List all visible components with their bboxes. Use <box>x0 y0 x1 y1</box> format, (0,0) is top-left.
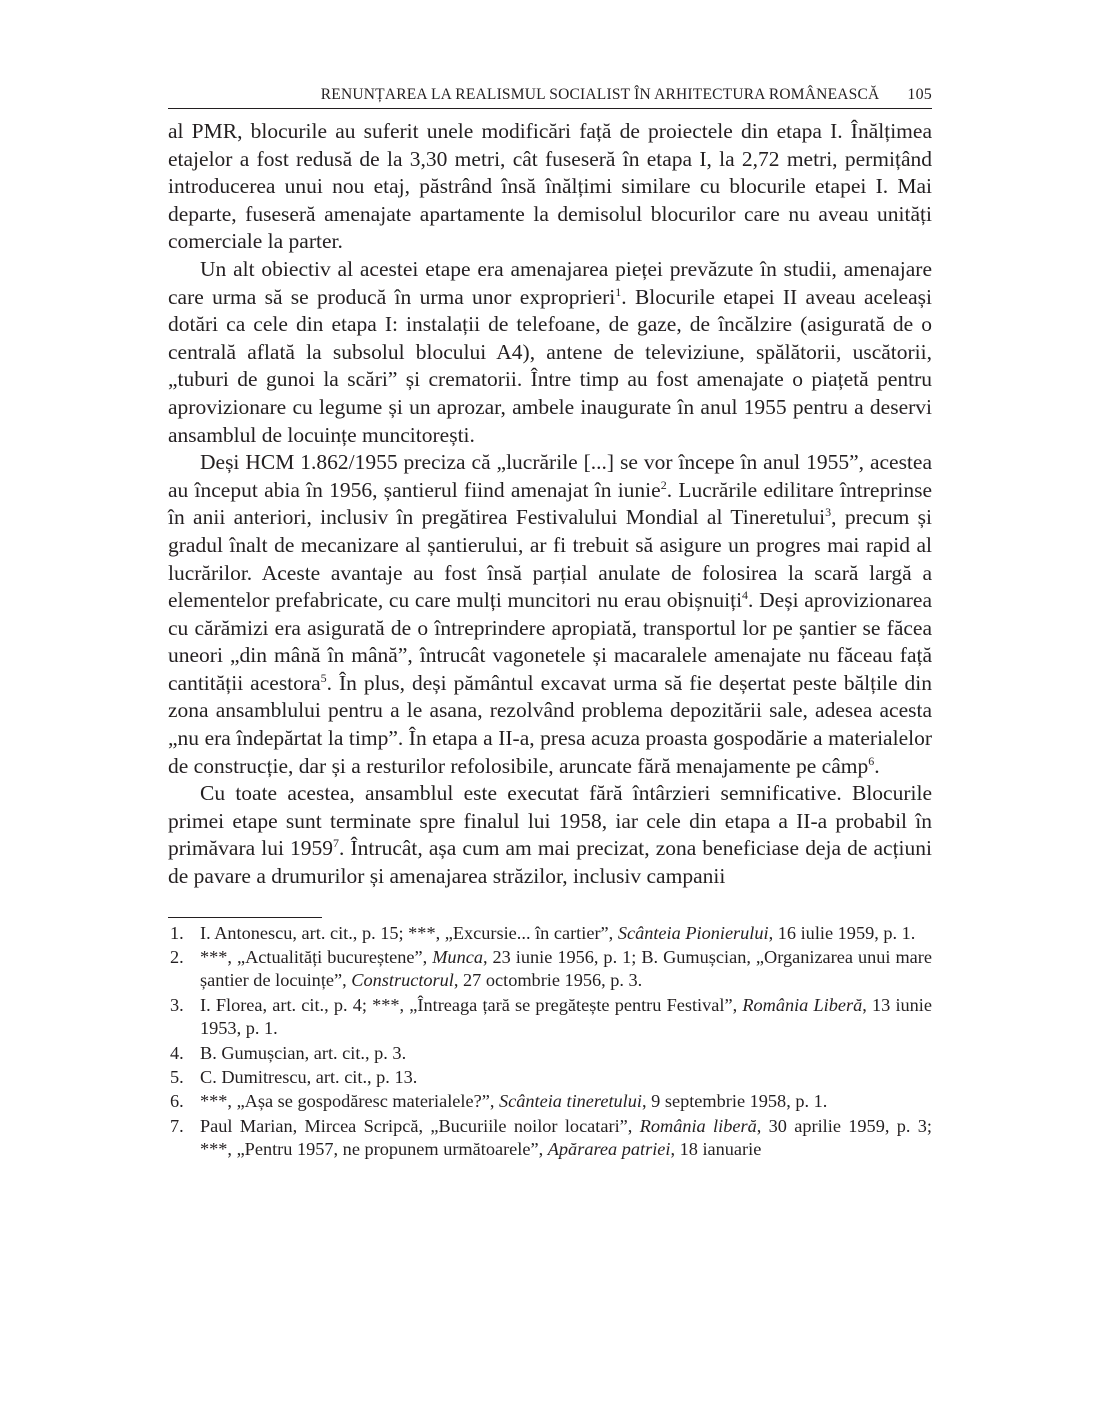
footnote-number: 2. <box>170 947 184 968</box>
page-number: 105 <box>907 86 932 103</box>
text-run: Un alt obiectiv al acestei etape era amenajarea pieței prevăzute în studii, amenajare care urma să se producă în urma unor exproprieri <box>168 256 932 309</box>
footnote-number: 5. <box>170 1067 184 1088</box>
text-run: al PMR, blocurile au suferit unele modificări față de proiectele din etapa I. Înălțimea etajelor a fost redusă de la 3,30 metri, cât fuseseră în etapa I, la 2,72 metri, permițând introducerea unui nou etaj, păstrând însă înălțimi similare cu blocurile etapei I. Mai departe, fuseseră amenajate apartamente la demisolul blocurilor care nu aveau unități comerciale la parter. <box>168 119 932 254</box>
footnote <box>168 1042 932 1065</box>
text-run: Paul Marian, Mircea Scripcă, „Bucuriile noilor locatari”, <box>200 1115 640 1136</box>
footnote-number: 4. <box>170 1042 184 1063</box>
text-run: , 16 iulie 1959, p. 1. <box>768 922 916 943</box>
footnote-text <box>200 1090 932 1113</box>
footnote-reference: 4 <box>742 587 749 602</box>
publication-title: Apărarea patriei <box>547 1139 671 1160</box>
running-title: RENUNȚAREA LA REALISMUL SOCIALIST ÎN ARHITECTURA ROMÂNEASCĂ <box>320 86 880 103</box>
text-run: ***, „Actualități bucureștene”, <box>200 947 433 968</box>
footnote-divider <box>168 917 322 918</box>
footnote-reference: 1 <box>615 284 622 299</box>
publication-title: Scânteia Pionierului <box>617 922 769 943</box>
footnote-text <box>200 922 932 945</box>
paragraph <box>168 256 932 449</box>
text-run: . Deși aprovizionarea cu cărămizi era asigurată de o întreprindere apropiată, transportul lor pe șantier se făcea uneori „din mână în mână”, întrucât vagonetele și macaralele amenajate nu făceau față cantității acestora <box>168 588 932 695</box>
text-run: ***, „Așa se gospodăresc materialele?”, <box>200 1091 499 1112</box>
text-run: , 13 iunie 1953, p. 1. <box>200 994 932 1039</box>
footnote-number: 6. <box>170 1091 184 1112</box>
footnote-reference: 3 <box>825 505 832 520</box>
footnotes <box>168 922 932 1162</box>
text-run: C. Dumitrescu, art. cit., p. 13. <box>200 1067 418 1088</box>
footnote-reference: 7 <box>333 836 340 851</box>
publication-title: Constructorul <box>351 970 454 991</box>
text-run: . Blocurile etapei II aveau aceleași dotări ca cele din etapa I: instalații de telefoane, de gaze, de încălzire (asigurată de o centrală aflată la subsolul blocului A4), antene de televiziune, spălătorii, uscătorii, „tuburi de gunoi la scări” și crematorii. Între timp au fost amenajate o piațetă pentru aprovizionare cu legume și un aprozar, ambele inaugurate în anul 1955 pentru a deservi ansamblul de locuințe muncitorești. <box>168 284 932 447</box>
footnote <box>168 994 932 1041</box>
footnote <box>168 1115 932 1162</box>
text-run: . <box>874 753 880 778</box>
footnote-number: 7. <box>170 1115 184 1136</box>
footnote-text <box>200 1115 932 1162</box>
text-run: I. Florea, art. cit., p. 4; ***, „Întreaga țară se pregătește pentru Festival”, <box>200 994 743 1015</box>
footnote-reference: 6 <box>868 753 875 768</box>
paragraph <box>168 780 932 890</box>
footnote <box>168 1090 932 1113</box>
footnote <box>168 946 932 993</box>
footnote <box>168 1066 932 1089</box>
text-run: . Lucrările edilitare întreprinse în anii anteriori, inclusiv în pregătirea Festivalului Mondial al Tineretului <box>168 477 932 530</box>
footnote-text <box>200 1066 932 1089</box>
text-run: Deși HCM 1.862/1955 preciza că „lucrările [...] se vor începe în anul 1955”, acestea au început abia în 1956, șantierul fiind amenajat în iunie <box>168 450 932 502</box>
footnote-text <box>200 1042 932 1065</box>
publication-title: Munca <box>432 947 483 968</box>
text-run: , 9 septembrie 1958, p. 1. <box>642 1091 828 1112</box>
footnote-number: 1. <box>170 922 184 943</box>
footnote-number: 3. <box>170 994 184 1015</box>
publication-title: Scânteia tineretului <box>498 1091 642 1112</box>
text-run: B. Gumușcian, art. cit., p. 3. <box>200 1042 407 1063</box>
paragraph <box>168 118 932 256</box>
text-run: , 23 iunie 1956, p. 1; B. Gumușcian, „Organizarea unui mare șantier de locuințe”, <box>200 947 932 991</box>
footnote-reference: 2 <box>660 477 667 492</box>
text-run: Cu toate acestea, ansamblul este executat fără întârzieri semnificative. Blocurile primei etape sunt terminate spre finalul lui 1958, iar cele din etapa a II-a probabil în primăvara lui 1959 <box>168 781 932 861</box>
footnote <box>168 922 932 945</box>
text-run: . Întrucât, așa cum am mai precizat, zona beneficiase deja de acțiuni de pavare a drumurilor și amenajarea străzilor, inclusiv campanii <box>168 836 933 889</box>
text-run: I. Antonescu, art. cit., p. 15; ***, „Excursie... în cartier”, <box>200 922 618 943</box>
text-run: , 30 aprilie 1959, p. 3; ***, „Pentru 1957, ne propunem următoarele”, <box>200 1115 933 1160</box>
footnote-reference: 5 <box>320 670 327 685</box>
text-run: . În plus, deși pământul excavat urma să fie deșertat peste bălțile din zona ansamblului pentru a le asana, rezolvând problema depozitării sale, adesea acesta „nu era îndepărtat la timp”. În etapa a II-a, presa acuza proasta gospodărie a materialelor de construcție, dar și a resturilor refolosibile, aruncate fără menajamente pe câmp <box>168 670 932 778</box>
footnote-text <box>200 994 932 1041</box>
text-run: , precum și gradul înalt de mecanizare al șantierului, ar fi trebuit să asigure un progres mai rapid al lucrărilor. Aceste avantaje au fost însă parțial anulate de folosirea la scară largă a elementelor prefabricate, cu care mulți muncitori nu erau obișnuiți <box>168 505 932 613</box>
footnote-text <box>200 946 932 993</box>
body-text <box>168 118 932 891</box>
book-page <box>168 86 932 1163</box>
text-run: , 18 ianuarie <box>670 1139 762 1160</box>
publication-title: România Liberă <box>742 994 863 1015</box>
running-header <box>168 86 932 109</box>
text-run: , 27 octombrie 1956, p. 3. <box>453 970 643 991</box>
publication-title: România liberă <box>639 1115 757 1136</box>
paragraph <box>168 449 932 780</box>
